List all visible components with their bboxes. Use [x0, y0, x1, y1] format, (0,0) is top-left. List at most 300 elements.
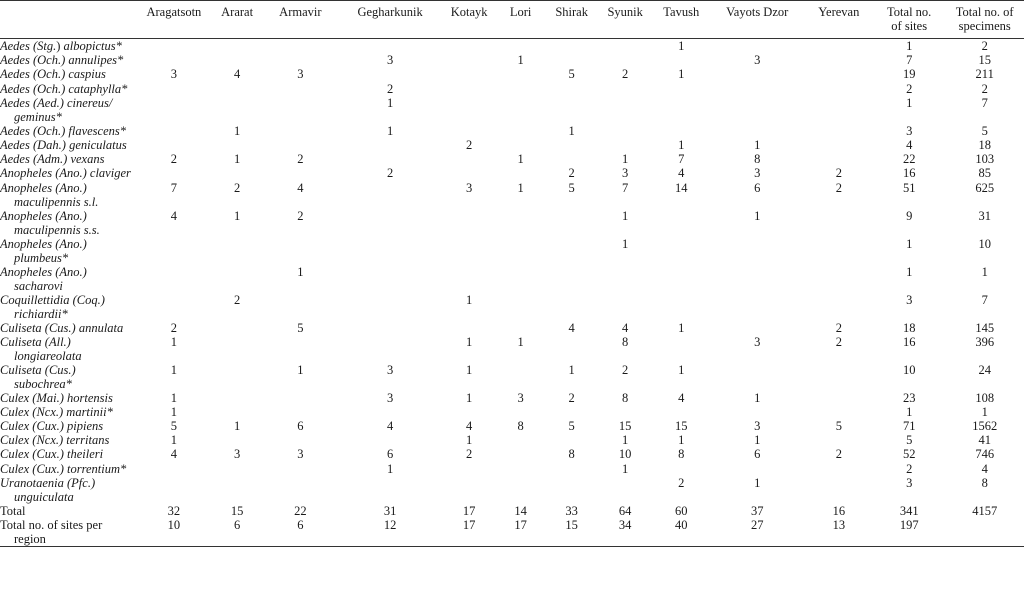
- region-count-cell: [443, 166, 496, 180]
- region-count-cell: [546, 405, 598, 419]
- species-name-cell: [0, 518, 137, 547]
- region-count-cell: 33: [565, 503, 578, 518]
- column-header-text: Vayots Dzor: [726, 5, 789, 19]
- region-count-cell: 1: [170, 404, 177, 419]
- region-count-cell: [338, 265, 443, 293]
- species-name-cell: [0, 321, 137, 335]
- species-name-continuation: region: [14, 532, 46, 546]
- region-count-cell: [496, 293, 546, 321]
- column-header-text: Kotayk: [450, 5, 488, 19]
- region-count-cell: [496, 209, 546, 237]
- total-specimens-cell: 145: [975, 320, 995, 335]
- region-count-cell: [805, 293, 873, 321]
- region-count-cell: [263, 237, 337, 265]
- region-count-cell: [546, 39, 598, 54]
- region-count-cell: [546, 293, 598, 321]
- region-count-cell: 6: [386, 447, 394, 462]
- region-count-cell: [653, 237, 710, 265]
- region-count-cell: 2: [386, 81, 394, 96]
- species-name-cell: [0, 96, 137, 124]
- table-row: [0, 293, 1024, 321]
- region-count-cell: [443, 237, 496, 265]
- species-name-continuation: geminus*: [14, 109, 62, 124]
- species-name-continuation: plumbeus*: [14, 250, 69, 265]
- table-row: [0, 166, 1024, 180]
- region-count-cell: 6: [233, 518, 241, 532]
- table-row: [0, 462, 1024, 476]
- table-row: [0, 96, 1024, 124]
- region-count-cell: 1: [466, 433, 473, 448]
- column-header-text: Armavir: [279, 5, 322, 19]
- region-count-cell: [805, 433, 873, 447]
- total-specimens-cell: 7: [981, 95, 988, 110]
- region-count-cell: 1: [466, 390, 473, 405]
- total-specimens-cell: 1: [981, 404, 988, 419]
- region-count-cell: [496, 237, 546, 265]
- region-count-cell: [338, 321, 443, 335]
- region-count-cell: [653, 209, 710, 237]
- total-sites-cell: 23: [902, 390, 916, 405]
- table-row: [0, 82, 1024, 96]
- region-count-cell: 15: [675, 419, 688, 434]
- total-specimens-cell: 2: [981, 39, 988, 53]
- species-name-cell: [0, 67, 137, 81]
- region-count-cell: 22: [294, 503, 307, 518]
- region-count-cell: [653, 462, 710, 476]
- region-count-cell: 2: [568, 390, 575, 405]
- region-count-cell: 1: [568, 123, 575, 138]
- column-header-text: Ararat: [221, 5, 254, 19]
- total-row: [0, 504, 1024, 518]
- region-count-cell: 32: [167, 503, 181, 518]
- species-name-continuation: sacharovi: [14, 278, 63, 293]
- region-count-cell: 5: [835, 419, 842, 434]
- region-count-cell: [137, 124, 211, 138]
- region-count-cell: 1: [754, 390, 761, 405]
- region-count-cell: [546, 152, 598, 166]
- region-count-cell: 1: [517, 180, 524, 195]
- species-name-text: Culex (Ncx.) territans: [0, 433, 110, 448]
- region-count-cell: [211, 433, 263, 447]
- region-count-cell: [211, 39, 263, 54]
- region-count-cell: [653, 293, 710, 321]
- region-count-cell: [443, 67, 496, 81]
- region-count-cell: [338, 335, 443, 363]
- region-count-cell: 5: [297, 320, 304, 335]
- region-count-cell: 3: [386, 53, 394, 68]
- column-header: [443, 1, 496, 39]
- species-name-continuation: longiareolata: [14, 348, 82, 363]
- total-sites-cell: 16: [902, 334, 916, 349]
- region-count-cell: 1: [622, 152, 629, 167]
- table-row: [0, 405, 1024, 419]
- total-sites-cell: 52: [902, 447, 916, 462]
- total-specimens-cell: 41: [978, 433, 991, 448]
- region-count-cell: [653, 82, 710, 96]
- column-header-text: Aragatsotn: [146, 5, 202, 19]
- region-count-cell: [496, 476, 546, 504]
- region-count-cell: [805, 363, 873, 391]
- region-count-cell: [211, 53, 263, 67]
- region-count-cell: [598, 124, 653, 138]
- region-count-cell: 2: [170, 320, 177, 335]
- region-count-cell: [496, 39, 546, 54]
- column-header-text: Syunik: [607, 5, 643, 19]
- total-sites-cell: 341: [899, 503, 919, 518]
- region-count-cell: 4: [466, 419, 473, 434]
- species-name-text: Aedes (Adm.) vexans: [0, 152, 105, 167]
- region-count-cell: 4: [386, 419, 394, 434]
- region-count-cell: [653, 335, 710, 363]
- region-count-cell: 1: [297, 264, 304, 279]
- region-count-cell: [263, 462, 337, 476]
- species-name-cell: [0, 335, 137, 363]
- region-count-cell: 2: [466, 137, 473, 152]
- region-count-cell: [211, 391, 263, 405]
- region-count-cell: [443, 124, 496, 138]
- table-row: [0, 67, 1024, 81]
- region-count-cell: [338, 476, 443, 504]
- region-count-cell: 2: [233, 180, 241, 195]
- region-count-cell: 1: [466, 334, 473, 349]
- region-count-cell: [598, 138, 653, 152]
- region-count-cell: [496, 433, 546, 447]
- region-count-cell: [805, 82, 873, 96]
- region-count-cell: 60: [675, 503, 688, 518]
- region-count-cell: 3: [754, 334, 761, 349]
- species-name-cell: [0, 391, 137, 405]
- region-count-cell: 10: [167, 518, 181, 532]
- region-count-cell: [211, 166, 263, 180]
- species-name-text: Culiseta (Cus.) annulata: [0, 320, 124, 335]
- column-header: [710, 1, 805, 39]
- region-count-cell: 6: [754, 180, 761, 195]
- total-sites-cell: 7: [906, 53, 913, 68]
- total-specimens-cell: 625: [975, 180, 995, 195]
- total-specimens-cell: 5: [981, 123, 988, 138]
- region-count-cell: 1: [466, 292, 473, 307]
- region-count-cell: 17: [462, 518, 476, 532]
- species-name-cell: [0, 138, 137, 152]
- total-sites-cell: 197: [899, 518, 919, 532]
- region-count-cell: 1: [622, 208, 629, 223]
- region-count-cell: 1: [678, 320, 685, 335]
- region-count-cell: [496, 363, 546, 391]
- region-count-cell: [443, 39, 496, 54]
- species-name-cell: [0, 419, 137, 433]
- region-count-cell: [653, 53, 710, 67]
- table-row: [0, 209, 1024, 237]
- region-count-cell: 1: [517, 334, 524, 349]
- region-count-cell: 2: [835, 180, 842, 195]
- region-count-cell: 1: [678, 362, 685, 377]
- table-row: [0, 124, 1024, 138]
- region-count-cell: 5: [170, 419, 177, 434]
- region-count-cell: 1: [568, 362, 575, 377]
- region-count-cell: [710, 462, 805, 476]
- region-count-cell: [805, 405, 873, 419]
- total-specimens-cell: 18: [978, 137, 991, 152]
- species-name-cell: [0, 293, 137, 321]
- column-header-text: Total no. of: [955, 5, 1014, 19]
- region-count-cell: [598, 96, 653, 124]
- region-count-cell: 4: [297, 180, 304, 195]
- region-count-cell: 1: [678, 67, 685, 82]
- region-count-cell: 5: [568, 67, 575, 82]
- region-count-cell: [805, 39, 873, 54]
- region-count-cell: 1: [754, 475, 761, 490]
- region-count-cell: [496, 447, 546, 461]
- region-count-cell: [710, 67, 805, 81]
- region-count-cell: [211, 321, 263, 335]
- region-count-cell: [710, 363, 805, 391]
- species-name-cell: [0, 152, 137, 166]
- species-name-text: Aedes (Och.) cataphylla*: [0, 81, 128, 96]
- region-count-cell: 4: [233, 67, 241, 82]
- species-name-continuation: richiardii*: [14, 306, 68, 321]
- region-count-cell: 8: [568, 447, 575, 462]
- region-count-cell: [496, 67, 546, 81]
- species-name-text: Aedes (Och.) annulipes*: [0, 53, 124, 68]
- region-count-cell: 15: [565, 518, 578, 532]
- region-count-cell: 31: [383, 503, 397, 518]
- region-count-cell: [710, 293, 805, 321]
- region-count-cell: [211, 462, 263, 476]
- region-count-cell: 8: [622, 390, 629, 405]
- region-count-cell: 1: [170, 390, 177, 405]
- region-count-cell: [710, 405, 805, 419]
- species-name-text: Culex (Ncx.) martinii*: [0, 404, 113, 419]
- species-name-cell: [0, 53, 137, 67]
- region-count-cell: [546, 209, 598, 237]
- column-header-text: Gegharkunik: [357, 5, 423, 19]
- region-count-cell: [443, 152, 496, 166]
- region-count-cell: [338, 293, 443, 321]
- region-count-cell: [211, 265, 263, 293]
- region-count-cell: [805, 96, 873, 124]
- table-row: [0, 363, 1024, 391]
- region-count-cell: 34: [618, 518, 632, 532]
- species-name-cell: [0, 124, 137, 138]
- region-count-cell: 8: [754, 152, 761, 167]
- species-name-cell: [0, 209, 137, 237]
- species-name-cell: [0, 433, 137, 447]
- region-count-cell: [443, 405, 496, 419]
- region-count-cell: [598, 476, 653, 504]
- column-header: [598, 1, 653, 39]
- species-name-cell: [0, 39, 137, 54]
- region-count-cell: 1: [233, 208, 241, 223]
- region-count-cell: 1: [754, 137, 761, 152]
- total-sites-cell: 2: [906, 81, 913, 96]
- region-count-cell: [546, 433, 598, 447]
- region-count-cell: 1: [678, 433, 685, 448]
- table-row: [0, 237, 1024, 265]
- region-count-cell: [805, 391, 873, 405]
- region-count-cell: [443, 476, 496, 504]
- region-count-cell: 1: [297, 362, 304, 377]
- species-name-text: Anopheles (Ano.) claviger: [0, 166, 131, 181]
- total-sites-cell: 10: [902, 362, 916, 377]
- species-name-text: Culex (Cux.) pipiens: [0, 419, 104, 434]
- column-header: [137, 1, 211, 39]
- species-name-text: Aedes (Dah.) geniculatus: [0, 137, 127, 152]
- total-specimens-cell: 10: [978, 236, 991, 251]
- region-count-cell: 2: [170, 152, 177, 167]
- region-count-cell: 15: [230, 503, 244, 518]
- column-header: [653, 1, 710, 39]
- region-count-cell: [137, 166, 211, 180]
- region-count-cell: 16: [832, 503, 846, 518]
- region-count-cell: [805, 265, 873, 293]
- region-count-cell: [137, 138, 211, 152]
- total-specimens-cell: 4: [981, 461, 988, 476]
- column-header: [546, 1, 598, 39]
- column-header-text: of sites: [891, 19, 928, 33]
- region-count-cell: [211, 82, 263, 96]
- region-count-cell: 6: [754, 447, 761, 462]
- region-count-cell: 14: [675, 180, 688, 195]
- region-count-cell: [496, 265, 546, 293]
- total-sites-cell: 71: [902, 419, 916, 434]
- region-count-cell: [443, 53, 496, 67]
- region-count-cell: [263, 166, 337, 180]
- region-count-cell: [598, 265, 653, 293]
- species-name-text: Anopheles (Ano.): [0, 264, 87, 279]
- total-specimens-cell: 103: [975, 152, 995, 167]
- table-row: [0, 138, 1024, 152]
- region-count-cell: [710, 265, 805, 293]
- table-row: [0, 53, 1024, 67]
- region-count-cell: 3: [170, 67, 177, 82]
- region-count-cell: 3: [754, 53, 761, 68]
- region-count-cell: [496, 82, 546, 96]
- region-count-cell: [653, 96, 710, 124]
- region-count-cell: [263, 39, 337, 54]
- region-count-cell: [263, 53, 337, 67]
- region-count-cell: 1: [517, 53, 524, 68]
- species-name-continuation: subochrea*: [14, 376, 72, 391]
- table-row: [0, 321, 1024, 335]
- region-count-cell: 1: [622, 461, 629, 476]
- table-row: [0, 447, 1024, 461]
- region-count-cell: 12: [383, 518, 397, 532]
- region-count-cell: [805, 152, 873, 166]
- total-row: [0, 518, 1024, 547]
- species-name-text: Aedes (Aed.) cinereus/: [0, 95, 113, 110]
- species-name-text: Aedes (Och.) caspius: [0, 67, 106, 82]
- table-header-row: [0, 1, 1024, 39]
- region-count-cell: 17: [514, 518, 527, 532]
- region-count-cell: [496, 166, 546, 180]
- region-count-cell: 6: [297, 518, 304, 532]
- region-count-cell: 5: [568, 419, 575, 434]
- total-sites-cell: 1: [906, 264, 913, 279]
- region-count-cell: [443, 209, 496, 237]
- region-count-cell: 7: [170, 180, 177, 195]
- species-name-text: Anopheles (Ano.): [0, 180, 87, 195]
- region-count-cell: 1: [233, 152, 241, 167]
- table-row: [0, 152, 1024, 166]
- region-count-cell: [211, 405, 263, 419]
- total-specimens-cell: 108: [975, 390, 995, 405]
- column-header: [263, 1, 337, 39]
- region-count-cell: 1: [170, 433, 177, 448]
- total-sites-cell: 3: [906, 123, 913, 138]
- region-count-cell: 1: [678, 39, 685, 53]
- region-count-cell: [805, 53, 873, 67]
- region-count-cell: [805, 138, 873, 152]
- region-count-cell: 7: [622, 180, 629, 195]
- region-count-cell: [805, 462, 873, 476]
- column-header-text: Tavush: [663, 5, 700, 19]
- region-count-cell: [338, 152, 443, 166]
- total-sites-cell: 9: [906, 208, 913, 223]
- region-count-cell: [710, 124, 805, 138]
- region-count-cell: 2: [233, 292, 241, 307]
- region-count-cell: 3: [386, 390, 394, 405]
- table-row: [0, 391, 1024, 405]
- region-count-cell: [137, 82, 211, 96]
- region-count-cell: [338, 405, 443, 419]
- region-count-cell: [137, 293, 211, 321]
- region-count-cell: 1: [233, 419, 241, 434]
- region-count-cell: [443, 265, 496, 293]
- region-count-cell: 27: [750, 518, 764, 532]
- region-count-cell: 4: [678, 390, 685, 405]
- region-count-cell: 17: [462, 503, 476, 518]
- region-count-cell: [598, 405, 653, 419]
- total-sites-cell: 3: [906, 292, 913, 307]
- table-row: [0, 419, 1024, 433]
- region-count-cell: 1: [622, 236, 629, 251]
- table-row: [0, 433, 1024, 447]
- region-count-cell: [263, 405, 337, 419]
- column-header: [805, 1, 873, 39]
- region-count-cell: [653, 124, 710, 138]
- species-name-text: Culex (Mai.) hortensis: [0, 390, 113, 405]
- region-count-cell: 1: [517, 152, 524, 167]
- region-count-cell: [338, 39, 443, 54]
- region-count-cell: 2: [386, 166, 394, 181]
- region-count-cell: 5: [568, 180, 575, 195]
- column-header: [496, 1, 546, 39]
- region-count-cell: 1: [386, 95, 394, 110]
- total-specimens-cell: 31: [978, 208, 991, 223]
- region-count-cell: [496, 138, 546, 152]
- region-count-cell: 4: [678, 166, 685, 181]
- region-count-cell: 4: [568, 320, 575, 335]
- region-count-cell: 3: [297, 67, 304, 82]
- table-body: [0, 39, 1024, 547]
- region-count-cell: 14: [514, 503, 527, 518]
- region-count-cell: 8: [517, 419, 524, 434]
- total-specimens-cell: 211: [975, 67, 994, 82]
- region-count-cell: [338, 433, 443, 447]
- table-row: [0, 265, 1024, 293]
- total-sites-cell: 1: [906, 236, 913, 251]
- species-name-continuation: maculipennis s.l.: [14, 194, 99, 209]
- species-name-cell: [0, 476, 137, 504]
- total-sites-cell: 1: [906, 39, 913, 53]
- column-header-text: Shirak: [555, 5, 588, 19]
- region-count-cell: [805, 209, 873, 237]
- column-header: [873, 1, 945, 39]
- total-specimens-cell: 396: [975, 334, 995, 349]
- total-sites-cell: 1: [906, 404, 913, 419]
- region-count-cell: 6: [297, 419, 304, 434]
- region-count-cell: [211, 476, 263, 504]
